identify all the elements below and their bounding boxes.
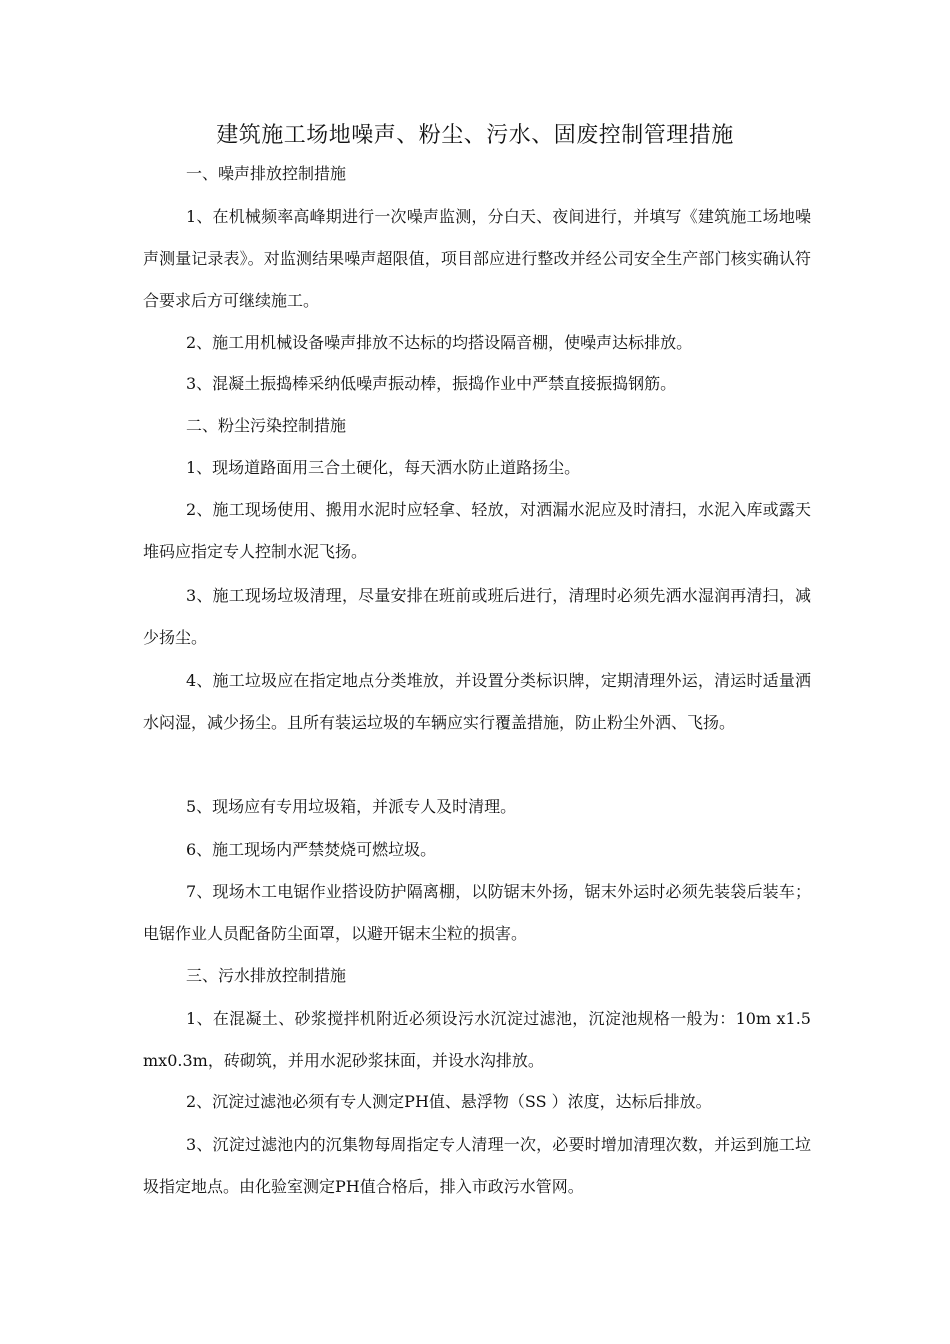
- section-heading-wastewater: 三、污水排放控制措施: [186, 966, 347, 985]
- paragraph-dust-2: 2、施工现场使用、搬用水泥时应轻拿、轻放，对洒漏水泥应及时清扫，水泥入库或露天堆码应指定专人控制水泥飞扬。: [143, 500, 811, 561]
- paragraph-dust-7: 7、现场木工电锯作业搭设防护隔离棚，以防锯末外扬，锯末外运时必须先装袋后装车；电锯作业人员配备防尘面罩，以避开锯末尘粒的损害。: [143, 882, 811, 943]
- paragraph-dust-1: 1、现场道路面用三合土硬化，每天洒水防止道路扬尘。: [186, 458, 581, 477]
- paragraph-dust-3: 3、施工现场垃圾清理，尽量安排在班前或班后进行，清理时必须先洒水湿润再清扫，减少扬尘。: [143, 586, 811, 647]
- document-title: 建筑施工场地噪声、粉尘、污水、固废控制管理措施: [216, 123, 734, 148]
- paragraph-noise-1: 1、在机械频率高峰期进行一次噪声监测，分白天、夜间进行，并填写《建筑施工场地噪声测量记录表》。对监测结果噪声超限值，项目部应进行整改并经公司安全生产部门核实确认符合要求后方可继续施工。: [143, 207, 811, 310]
- paragraph-noise-3: 3、混凝土振捣棒采纳低噪声振动棒，振捣作业中严禁直接振捣钢筋。: [186, 374, 677, 393]
- paragraph-wastewater-3: 3、沉淀过滤池内的沉集物每周指定专人清理一次，必要时增加清理次数，并运到施工垃圾指定地点。由化验室测定PH值合格后，排入市政污水管网。: [143, 1135, 811, 1196]
- paragraph-dust-6: 6、施工现场内严禁焚烧可燃垃圾。: [186, 840, 437, 859]
- paragraph-wastewater-1: 1、在混凝土、砂浆搅拌机附近必须设污水沉淀过滤池，沉淀池规格一般为：10m x1.5mx0.3m，砖砌筑，并用水泥砂浆抹面，并设水沟排放。: [143, 1009, 811, 1070]
- section-heading-noise: 一、噪声排放控制措施: [186, 164, 347, 183]
- section-heading-dust: 二、粉尘污染控制措施: [186, 416, 347, 435]
- paragraph-dust-4: 4、施工垃圾应在指定地点分类堆放，并设置分类标识牌，定期清理外运，清运时适量洒水闷湿，减少扬尘。且所有装运垃圾的车辆应实行覆盖措施，防止粉尘外洒、飞扬。: [143, 671, 811, 732]
- paragraph-noise-2: 2、施工用机械设备噪声排放不达标的均搭设隔音棚，使噪声达标排放。: [186, 333, 693, 352]
- paragraph-dust-5: 5、现场应有专用垃圾箱，并派专人及时清理。: [186, 797, 517, 816]
- paragraph-wastewater-2: 2、沉淀过滤池必须有专人测定PH值、悬浮物（SS ）浓度，达标后排放。: [186, 1092, 712, 1111]
